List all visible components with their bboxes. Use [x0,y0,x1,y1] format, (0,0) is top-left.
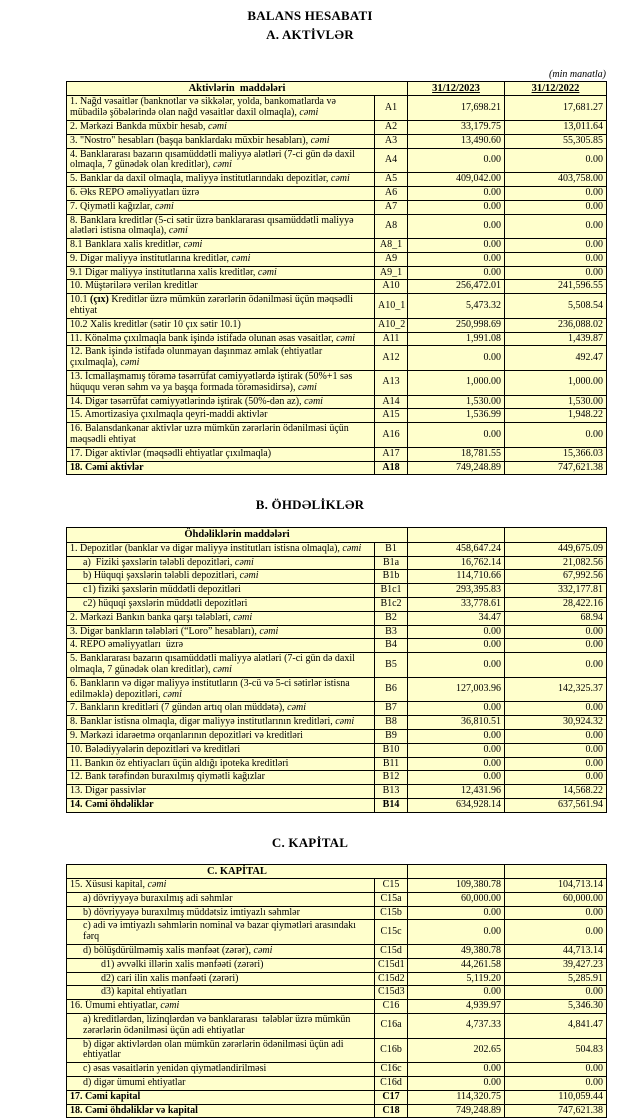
row-code: C15d1 [375,958,408,972]
table-row [67,639,607,653]
row-value-2023: 293,395.83 [408,584,505,598]
row-value-2023: 749,248.89 [408,1104,505,1118]
row-value-2022: 5,346.30 [505,1000,607,1014]
row-label: 13. İcmallaşmamış törəmə təsərrüfat cəmiyyətlərdə iştirak (50%+1 səs hüququ verən səhm və ya başqa formada törəməsidirsə), cəmi [67,371,375,396]
row-value-2023: 0.00 [408,920,505,945]
row-code: C15a [375,892,408,906]
row-value-2022: 60,000.00 [505,892,607,906]
table-row [67,409,607,423]
row-value-2022: 0.00 [505,729,607,743]
row-label: 7. Bankların kreditləri (7 gündən artıq olan müddətə), cəmi [67,702,375,716]
row-value-2022: 0.00 [505,702,607,716]
row-value-2022: 0.00 [505,757,607,771]
column-header-date-2022 [505,528,607,542]
row-code: A7 [375,200,408,214]
row-label: 18. Cəmi öhdəliklər və kapital [67,1104,375,1118]
row-code: B1 [375,542,408,556]
row-label: 2. Mərkəzi Bankda müxbir hesab, cəmi [67,120,375,134]
row-value-2022: 67,992.56 [505,570,607,584]
row-label: d) bölüşdürülməmiş xalis mənfəət (zərər), cəmi [67,945,375,959]
row-code: C15d3 [375,986,408,1000]
column-header-date-2022: 31/12/2022 [505,82,607,96]
row-code: A11 [375,332,408,346]
table-row [67,677,607,702]
table-row [67,920,607,945]
row-label: d1) əvvəlki illərin xalis mənfəəti (zərəri) [67,958,375,972]
row-value-2022: 30,924.32 [505,716,607,730]
row-code: A16 [375,423,408,448]
row-label: a) dövriyyəyə buraxılmış adi səhmlər [67,892,375,906]
unit-note: (min manatla) [549,69,606,80]
table-header-label: Öhdəliklərin maddələri [67,528,408,542]
table-row [67,1090,607,1104]
table-row [67,729,607,743]
row-label: 2. Mərkəzi Bankın banka qarşı tələbləri, cəmi [67,611,375,625]
row-value-2022: 1,530.00 [505,395,607,409]
table-row [67,653,607,678]
table-row [67,972,607,986]
table-row [67,423,607,448]
row-value-2023: 114,320.75 [408,1090,505,1104]
row-label: a) kreditlərdən, lizinqlərdən və banklararası tələblər üzrə mümkün zərərlərin ödənilməsi üçün adi ehtiyatlar [67,1014,375,1039]
table-row [67,1063,607,1077]
row-code: B6 [375,677,408,702]
row-code: C18 [375,1104,408,1118]
table-row [67,743,607,757]
table-row [67,371,607,396]
table-row [67,570,607,584]
row-code: B1a [375,556,408,570]
section-b-title: B. ÖHDƏLİKLƏR [255,497,365,513]
table-row [67,771,607,785]
table-row [67,625,607,639]
row-value-2022: 14,568.22 [505,785,607,799]
table-row [67,556,607,570]
row-value-2023: 0.00 [408,266,505,280]
row-value-2023: 18,781.55 [408,447,505,461]
row-code: C15d2 [375,972,408,986]
row-code: B1c1 [375,584,408,598]
row-value-2023: 4,939.97 [408,1000,505,1014]
row-code: C15d [375,945,408,959]
row-code: B1c2 [375,597,408,611]
row-label: b) dövriyyəyə buraxılmış müddətsiz imtiyazlı səhmlər [67,906,375,920]
row-label: a) Fiziki şəxslərin tələbli depozitləri, cəmi [67,556,375,570]
table-row [67,785,607,799]
table-row [67,892,607,906]
row-value-2022: 747,621.38 [505,1104,607,1118]
row-code: A18 [375,461,408,475]
row-value-2022: 0.00 [505,148,607,173]
row-value-2023: 5,473.32 [408,294,505,319]
table-row [67,1104,607,1118]
row-code: B3 [375,625,408,639]
row-value-2022: 104,713.14 [505,879,607,893]
row-label: 12. Bank tərəfindən buraxılmış qiymətli kağızlar [67,771,375,785]
row-value-2023: 0.00 [408,214,505,239]
section-b-content [0,527,620,812]
row-value-2022: 1,948.22 [505,409,607,423]
row-value-2023: 0.00 [408,653,505,678]
row-value-2022: 1,000.00 [505,371,607,396]
row-value-2023: 1,000.00 [408,371,505,396]
assets-table [66,81,607,475]
row-code: C17 [375,1090,408,1104]
row-code: A10_1 [375,294,408,319]
row-label: 17. Cəmi kapital [67,1090,375,1104]
row-value-2023: 0.00 [408,702,505,716]
table-row [67,173,607,187]
row-value-2023: 0.00 [408,346,505,371]
row-label: 16. Ümumi ehtiyatlar, cəmi [67,1000,375,1014]
row-value-2022: 504.83 [505,1038,607,1063]
row-code: B7 [375,702,408,716]
row-code: A14 [375,395,408,409]
row-code: A17 [375,447,408,461]
row-value-2023: 16,762.14 [408,556,505,570]
column-header-date-2023 [408,528,505,542]
row-value-2023: 0.00 [408,625,505,639]
row-value-2022: 68.94 [505,611,607,625]
row-label: 14. Cəmi öhdəliklər [67,798,375,812]
row-value-2022: 5,508.54 [505,294,607,319]
row-code: A13 [375,371,408,396]
row-value-2023: 5,119.20 [408,972,505,986]
row-code: B4 [375,639,408,653]
row-label: d3) kapital ehtiyatları [67,986,375,1000]
row-code: C16a [375,1014,408,1039]
row-label: 5. Banklar da daxil olmaqla, maliyyə institutlarındakı depozitlər, cəmi [67,173,375,187]
table-row [67,239,607,253]
row-value-2022: 44,713.14 [505,945,607,959]
table-row [67,958,607,972]
row-value-2023: 1,536.99 [408,409,505,423]
row-value-2022: 55,305.85 [505,134,607,148]
row-code: B9 [375,729,408,743]
row-value-2022: 1,439.87 [505,332,607,346]
table-row [67,597,607,611]
row-value-2022: 0.00 [505,423,607,448]
row-value-2022: 4,841.47 [505,1014,607,1039]
row-label: b) digər aktivlərdən olan mümkün zərərlərin ödənilməsi üçün adi ehtiyatlar [67,1038,375,1063]
table-row [67,1000,607,1014]
row-code: A6 [375,186,408,200]
row-label: 3. "Nostro" hesabları (başqa banklardakı müxbir hesabları), cəmi [67,134,375,148]
table-row [67,1076,607,1090]
row-code: C16b [375,1038,408,1063]
row-value-2023: 0.00 [408,906,505,920]
row-code: C16d [375,1076,408,1090]
row-value-2023: 0.00 [408,239,505,253]
row-value-2023: 114,710.66 [408,570,505,584]
row-code: A5 [375,173,408,187]
row-value-2022: 0.00 [505,1076,607,1090]
row-code: A8 [375,214,408,239]
row-value-2022: 747,621.38 [505,461,607,475]
table-header-row [67,864,607,878]
section-c-content [0,864,620,1118]
row-code: B1b [375,570,408,584]
row-label: b) Hüquqi şəxslərin tələbli depozitləri, cəmi [67,570,375,584]
row-value-2022: 492.47 [505,346,607,371]
row-value-2023: 33,179.75 [408,120,505,134]
row-label: 17. Digər aktivlər (məqsədli ehtiyatlar çıxılmaqla) [67,447,375,461]
liabilities-table [66,527,607,812]
capital-table [66,864,607,1118]
row-label: 16. Balansdankənar aktivlər uzrə mümkün zərərlərin ödənilməsi üçün məqsədli ehtiyat [67,423,375,448]
row-code: A10_2 [375,318,408,332]
row-value-2023: 0.00 [408,148,505,173]
row-value-2022: 0.00 [505,625,607,639]
table-row [67,757,607,771]
row-code: B2 [375,611,408,625]
row-value-2023: 12,431.96 [408,785,505,799]
row-label: 10. Müştərilərə verilən kreditlər [67,280,375,294]
row-label: c) adi və imtiyazlı səhmlərin nominal və bazar qiymətləri arasındakı fərq [67,920,375,945]
row-value-2022: 0.00 [505,214,607,239]
row-code: B8 [375,716,408,730]
row-value-2023: 60,000.00 [408,892,505,906]
table-row [67,294,607,319]
row-value-2023: 17,698.21 [408,96,505,121]
row-code: A9 [375,252,408,266]
row-value-2022: 0.00 [505,186,607,200]
table-header-row [67,528,607,542]
row-value-2023: 109,380.78 [408,879,505,893]
row-label: 18. Cəmi aktivlər [67,461,375,475]
row-code: C15b [375,906,408,920]
table-row [67,332,607,346]
row-value-2023: 250,998.69 [408,318,505,332]
row-label: 13. Digər passivlər [67,785,375,799]
row-code: A3 [375,134,408,148]
row-value-2023: 0.00 [408,771,505,785]
row-label: c1) fiziki şəxslərin müddətli depozitləri [67,584,375,598]
row-value-2023: 0.00 [408,252,505,266]
table-row [67,906,607,920]
row-value-2022: 5,285.91 [505,972,607,986]
row-code: C16 [375,1000,408,1014]
row-value-2023: 0.00 [408,986,505,1000]
row-code: A15 [375,409,408,423]
row-code: B14 [375,798,408,812]
table-row [67,798,607,812]
row-value-2022: 332,177.81 [505,584,607,598]
table-row [67,266,607,280]
row-value-2023: 458,647.24 [408,542,505,556]
row-value-2023: 127,003.96 [408,677,505,702]
row-label: 10.1 (çıx) Kreditlər üzrə mümkün zərərlərin ödənilməsi üçün məqsədli ehtiyat [67,294,375,319]
row-label: 11. Bankın öz ehtiyacları üçün aldığı ipoteka kreditləri [67,757,375,771]
row-value-2022: 0.00 [505,639,607,653]
row-code: A9_1 [375,266,408,280]
row-value-2022: 0.00 [505,200,607,214]
table-row [67,280,607,294]
row-value-2023: 1,530.00 [408,395,505,409]
row-value-2023: 44,261.58 [408,958,505,972]
row-value-2022: 236,088.02 [505,318,607,332]
row-label: 10. Bələdiyyələrin depozitləri və kreditləri [67,743,375,757]
row-label: 4. REPO əməliyyatları üzrə [67,639,375,653]
row-code: B11 [375,757,408,771]
row-code: B5 [375,653,408,678]
row-label: 12. Bank işində istifadə olunmayan daşınmaz əmlak (ehtiyatlar çıxılmaqla), cəmi [67,346,375,371]
row-label: 8.1 Banklara xalis kreditlər, cəmi [67,239,375,253]
row-value-2023: 13,490.60 [408,134,505,148]
row-code: B10 [375,743,408,757]
table-row [67,702,607,716]
table-row [67,346,607,371]
row-value-2023: 256,472.01 [408,280,505,294]
row-value-2022: 0.00 [505,266,607,280]
row-value-2022: 39,427.23 [505,958,607,972]
section-a-title: A. AKTİVLƏR [266,27,354,42]
row-value-2023: 202.65 [408,1038,505,1063]
row-value-2022: 15,366.03 [505,447,607,461]
row-code: B13 [375,785,408,799]
row-value-2022: 403,758.00 [505,173,607,187]
column-header-date-2023 [408,864,505,878]
table-row [67,186,607,200]
table-header-label: C. KAPİTAL [67,864,408,878]
row-value-2023: 34.47 [408,611,505,625]
row-value-2022: 28,422.16 [505,597,607,611]
row-value-2022: 449,675.09 [505,542,607,556]
row-label: 15. Amortizasiya çıxılmaqla qeyri-maddi aktivlər [67,409,375,423]
row-label: c) əsas vəsaitlərin yenidən qiymətləndirilməsi [67,1063,375,1077]
row-value-2022: 0.00 [505,771,607,785]
row-value-2023: 0.00 [408,200,505,214]
row-code: A10 [375,280,408,294]
row-value-2022: 0.00 [505,743,607,757]
row-value-2023: 634,928.14 [408,798,505,812]
table-row [67,214,607,239]
column-header-date-2022 [505,864,607,878]
row-value-2023: 0.00 [408,757,505,771]
table-row [67,879,607,893]
table-row [67,611,607,625]
row-label: 8. Banklar istisna olmaqla, digər maliyyə institutlarının kreditləri, cəmi [67,716,375,730]
row-label: 8. Banklara kreditlər (5-ci sətir üzrə banklararası qısamüddətli maliyyə alətləri istisna olmaqla), cəmi [67,214,375,239]
table-row [67,252,607,266]
row-value-2022: 142,325.37 [505,677,607,702]
row-code: C16c [375,1063,408,1077]
row-label: 1. Depozitlər (banklar və digər maliyyə institutları istisna olmaqla), cəmi [67,542,375,556]
row-label: 9. Mərkəzi idarəetmə orqanlarının depozitləri və kreditləri [67,729,375,743]
row-code: A8_1 [375,239,408,253]
row-code: A12 [375,346,408,371]
row-value-2023: 36,810.51 [408,716,505,730]
row-value-2023: 0.00 [408,186,505,200]
table-row [67,1038,607,1063]
row-value-2023: 0.00 [408,1076,505,1090]
row-value-2022: 241,596.55 [505,280,607,294]
table-row [67,447,607,461]
table-row [67,716,607,730]
row-label: 6. Bankların və digər maliyyə institutların (3-cü və 5-ci sətirlər istisna edilməklə) depozitləri, cəmi [67,677,375,702]
table-row [67,200,607,214]
row-code: C15 [375,879,408,893]
row-value-2022: 637,561.94 [505,798,607,812]
row-value-2023: 1,991.08 [408,332,505,346]
row-value-2022: 0.00 [505,239,607,253]
row-value-2022: 110,059.44 [505,1090,607,1104]
row-value-2022: 0.00 [505,252,607,266]
row-code: B12 [375,771,408,785]
row-label: 10.2 Xalis kreditlər (sətir 10 çıx sətir 10.1) [67,318,375,332]
row-code: A4 [375,148,408,173]
row-value-2023: 409,042.00 [408,173,505,187]
row-label: 7. Qiymətli kağızlar, cəmi [67,200,375,214]
section-a-content [0,69,620,475]
row-label: d) digər ümumi ehtiyatlar [67,1076,375,1090]
row-code: C15c [375,920,408,945]
row-value-2023: 0.00 [408,743,505,757]
row-code: A2 [375,120,408,134]
row-value-2023: 33,778.61 [408,597,505,611]
row-label: 3. Digər bankların tələbləri (“Loro” hesabları), cəmi [67,625,375,639]
table-row [67,120,607,134]
row-value-2022: 0.00 [505,986,607,1000]
table-row [67,461,607,475]
row-value-2023: 0.00 [408,639,505,653]
table-row [67,945,607,959]
report-title: BALANS HESABATI [247,8,373,23]
row-label: 14. Digər təsərrüfat cəmiyyətlərində iştirak (50%-dən az), cəmi [67,395,375,409]
table-header-row [67,82,607,96]
row-value-2023: 0.00 [408,1063,505,1077]
row-value-2023: 749,248.89 [408,461,505,475]
row-value-2023: 4,737.33 [408,1014,505,1039]
table-row [67,542,607,556]
row-label: 4. Banklararası bazarın qısamüddətli maliyyə alətləri (7-ci gün də daxil olmaqla, 7 günədək olan kreditlər), cəmi [67,148,375,173]
table-row [67,318,607,332]
row-value-2022: 0.00 [505,653,607,678]
row-label: 9. Digər maliyyə institutlarına kreditlər, cəmi [67,252,375,266]
row-label: 15. Xüsusi kapital, cəmi [67,879,375,893]
table-row [67,395,607,409]
row-value-2022: 0.00 [505,920,607,945]
row-label: 9.1 Digər maliyyə institutlarına xalis kreditlər, cəmi [67,266,375,280]
row-label: 11. Könəlmə çıxılmaqla bank işində istifadə olunan əsas vəsaitlər, cəmi [67,332,375,346]
table-row [67,134,607,148]
column-header-date-2023: 31/12/2023 [408,82,505,96]
row-label: d2) cari ilin xalis mənfəəti (zərəri) [67,972,375,986]
table-row [67,986,607,1000]
row-label: 1. Nağd vəsaitlər (banknotlar və sikkələr, yolda, bankomatlarda və mübadilə şöbələrində olan nağd vəsaitlər daxil olmaqla), cəmi [67,96,375,121]
row-label: 5. Banklararası bazarın qısamüddətli maliyyə alətləri (7-ci gün də daxil olmaqla, 7 günədək olan kreditlər), cəmi [67,653,375,678]
row-value-2022: 0.00 [505,1063,607,1077]
table-row [67,148,607,173]
row-label: 6. Əks REPO əməliyyatları üzrə [67,186,375,200]
row-value-2022: 13,011.64 [505,120,607,134]
section-c-title: C. KAPİTAL [271,834,349,850]
table-row [67,1014,607,1039]
row-value-2022: 0.00 [505,906,607,920]
table-header-label: Aktivlərin maddələri [67,82,408,96]
row-value-2023: 0.00 [408,423,505,448]
table-row [67,96,607,121]
table-row [67,584,607,598]
row-value-2022: 17,681.27 [505,96,607,121]
row-label: c2) hüquqi şəxslərin müddətli depozitləri [67,597,375,611]
row-value-2023: 0.00 [408,729,505,743]
row-value-2022: 21,082.56 [505,556,607,570]
row-value-2023: 49,380.78 [408,945,505,959]
row-code: A1 [375,96,408,121]
